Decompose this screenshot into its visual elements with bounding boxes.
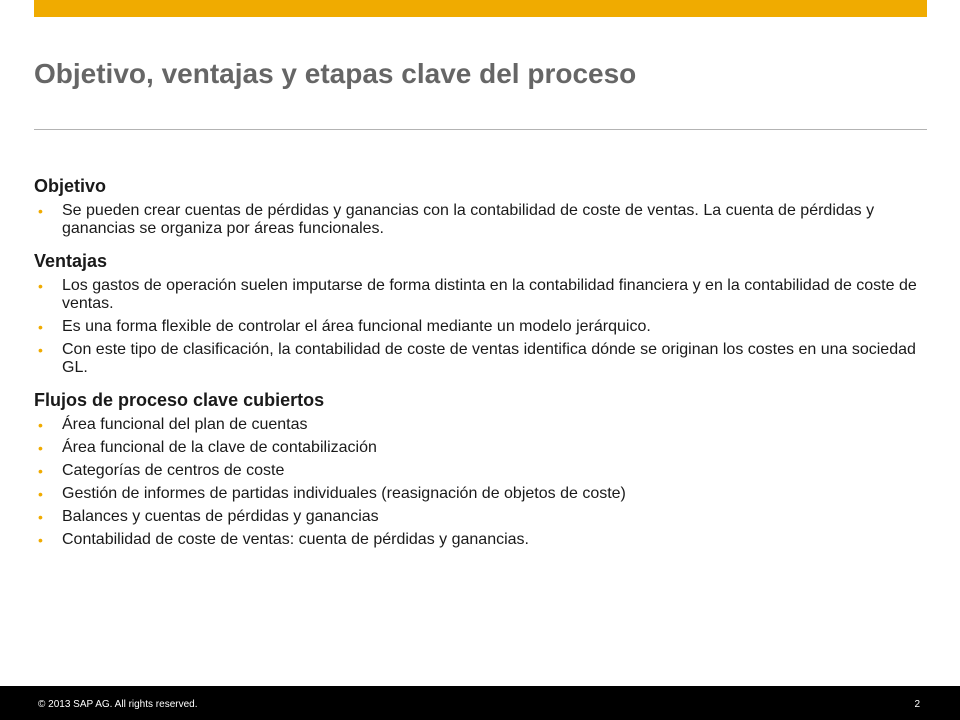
top-accent-bar	[34, 0, 927, 17]
bullet-item	[34, 508, 927, 526]
section-objetivo	[34, 174, 927, 238]
slide-content	[34, 174, 927, 560]
bullet-icon: •	[38, 463, 43, 479]
bullet-icon: •	[38, 319, 43, 335]
bullet-text: Es una forma flexible de controlar el área funcional mediante un modelo jerárquico.	[62, 318, 651, 335]
page-number: 2	[914, 699, 920, 710]
title-divider	[34, 129, 927, 130]
bullet-item	[34, 277, 927, 313]
bullet-icon: •	[38, 342, 43, 358]
bullet-item	[34, 439, 927, 457]
bullet-item	[34, 485, 927, 503]
bullet-icon: •	[38, 417, 43, 433]
bullet-item	[34, 462, 927, 480]
bullet-text: Área funcional de la clave de contabilización	[62, 439, 377, 456]
bullet-text: Los gastos de operación suelen imputarse de forma distinta en la contabilidad financiera y en la contabilidad de coste de ventas.	[62, 277, 917, 312]
bullet-text: Gestión de informes de partidas individuales (reasignación de objetos de coste)	[62, 485, 626, 502]
bullet-text: Categorías de centros de coste	[62, 462, 285, 479]
section-heading: Flujos de proceso clave cubiertos	[34, 390, 325, 410]
bullet-list	[34, 202, 927, 238]
bullet-text: Área funcional del plan de cuentas	[62, 416, 308, 433]
bullet-icon: •	[38, 278, 43, 294]
bullet-text: Contabilidad de coste de ventas: cuenta de pérdidas y ganancias.	[62, 531, 529, 548]
bullet-item	[34, 202, 927, 238]
bullet-list	[34, 416, 927, 549]
bullet-item	[34, 416, 927, 434]
slide-title: Objetivo, ventajas y etapas clave del proceso	[34, 58, 637, 89]
section-flujos	[34, 388, 927, 549]
bullet-text: Con este tipo de clasificación, la contabilidad de coste de ventas identifica dónde se originan los costes en una sociedad GL.	[62, 341, 916, 376]
footer-bar	[0, 686, 960, 720]
bullet-icon: •	[38, 203, 43, 219]
bullet-icon: •	[38, 486, 43, 502]
section-ventajas	[34, 249, 927, 377]
bullet-list	[34, 277, 927, 377]
bullet-item	[34, 318, 927, 336]
section-heading: Objetivo	[34, 176, 107, 196]
bullet-item	[34, 341, 927, 377]
bullet-text: Balances y cuentas de pérdidas y ganancias	[62, 508, 379, 525]
section-heading: Ventajas	[34, 251, 108, 271]
bullet-text: Se pueden crear cuentas de pérdidas y ganancias con la contabilidad de coste de ventas. La cuenta de pérdidas y ganancias se organiza por áreas funcionales.	[62, 202, 875, 237]
bullet-icon: •	[38, 532, 43, 548]
bullet-icon: •	[38, 509, 43, 525]
bullet-item	[34, 531, 927, 549]
copyright-text: © 2013 SAP AG. All rights reserved.	[38, 699, 198, 710]
bullet-icon: •	[38, 440, 43, 456]
